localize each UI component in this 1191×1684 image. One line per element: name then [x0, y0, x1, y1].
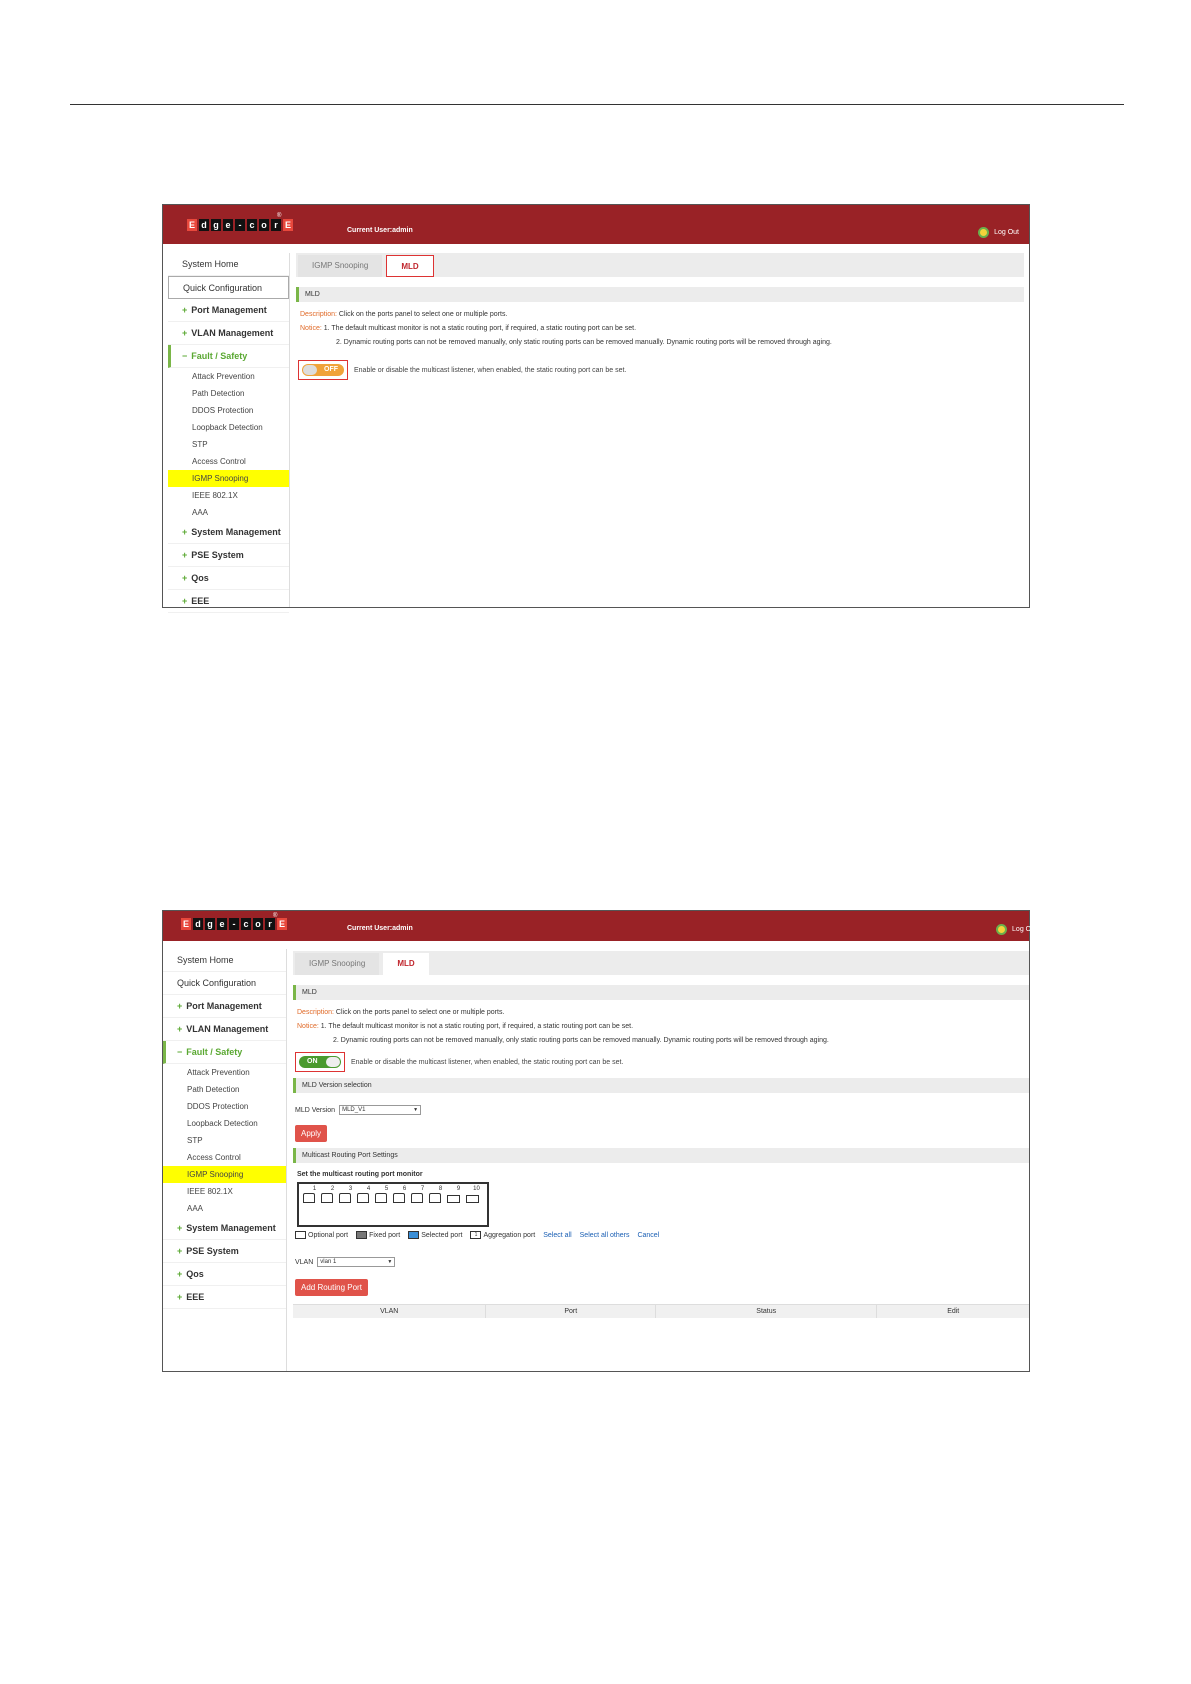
logo-registered-mark: ® — [277, 213, 282, 219]
sidebar-item-fault-safety[interactable]: − Fault / Safety — [168, 345, 289, 368]
screenshot-mld-off — [162, 204, 1030, 608]
sidebar-item-port-management[interactable]: + Port Management — [163, 995, 286, 1018]
main-content — [296, 253, 1024, 607]
section-mld: MLD — [293, 985, 1029, 1000]
port-7-icon[interactable] — [411, 1193, 423, 1203]
section-mld-version: MLD Version selection — [293, 1078, 1029, 1093]
sidebar-sub-access-control[interactable]: Access Control — [187, 1153, 241, 1162]
aggregation-port-icon: 1 — [470, 1231, 481, 1239]
col-edit: Edit — [947, 1308, 960, 1315]
sidebar-item-quick-config[interactable]: Quick Configuration — [163, 972, 286, 995]
screenshot-mld-on — [162, 910, 1035, 1372]
logout-button[interactable]: Log Out — [978, 227, 1019, 238]
app-header — [163, 205, 1029, 244]
plus-icon: + — [177, 1223, 183, 1233]
col-vlan: VLAN — [293, 1305, 486, 1318]
port-9-icon[interactable] — [447, 1195, 460, 1203]
mld-toggle-on[interactable]: ON — [299, 1056, 341, 1068]
port-panel: 1 2 3 4 5 6 7 8 9 10 — [297, 1182, 489, 1227]
port-legend: Optional port Fixed port Selected port 1 Aggregation port Select all Select all others Cancel — [293, 1231, 1029, 1239]
current-user-label: Current User:admin — [347, 925, 413, 932]
sidebar-item-vlan-management[interactable]: + VLAN Management — [168, 322, 289, 345]
toggle-description: Enable or disable the multicast listener, when enabled, the static routing port can be set. — [354, 366, 627, 374]
edgecore-logo: E d g e - c o r E — [182, 919, 285, 929]
port-6-icon[interactable] — [393, 1193, 405, 1203]
tab-igmp-snooping[interactable]: IGMP Snooping — [298, 255, 382, 277]
select-all-others-link[interactable]: Select all others — [579, 1231, 630, 1239]
mld-toggle-off[interactable]: OFF — [302, 364, 344, 376]
tab-bar — [293, 951, 1029, 975]
sidebar-item-eee[interactable]: + EEE — [168, 590, 289, 613]
sidebar-sub-path-detection[interactable]: Path Detection — [187, 1085, 240, 1094]
plus-icon: + — [182, 573, 188, 583]
vlan-label: VLAN — [295, 1258, 314, 1266]
sidebar-sub-path-detection[interactable]: Path Detection — [192, 389, 245, 398]
sidebar-item-system-management[interactable]: + System Management — [168, 521, 289, 544]
edgecore-logo: E d g e - c o r E — [188, 220, 291, 230]
sidebar-sub-loopback-detection[interactable]: Loopback Detection — [187, 1119, 258, 1128]
sidebar-sub-stp[interactable]: STP — [192, 440, 208, 449]
sidebar-item-pse-system[interactable]: + PSE System — [168, 544, 289, 567]
sidebar-item-port-management[interactable]: + Port Management — [168, 299, 289, 322]
sidebar-sub-igmp-snooping[interactable]: IGMP Snooping — [168, 470, 289, 487]
sidebar-item-system-home[interactable]: System Home — [168, 253, 289, 276]
plus-icon: + — [182, 550, 188, 560]
tab-mld[interactable]: MLD — [383, 953, 428, 975]
plus-icon: + — [177, 1292, 183, 1302]
section-mld: MLD — [296, 287, 1024, 302]
plus-icon: + — [177, 1269, 183, 1279]
plus-icon: + — [177, 1024, 183, 1034]
page-top-rule — [70, 104, 1124, 105]
fixed-port-icon — [356, 1231, 367, 1239]
sidebar-item-system-management[interactable]: + System Management — [163, 1217, 286, 1240]
app-header — [163, 911, 1035, 941]
cancel-link[interactable]: Cancel — [637, 1231, 660, 1239]
sidebar — [163, 949, 287, 1371]
sidebar-sub-aaa[interactable]: AAA — [192, 508, 209, 517]
optional-port-icon — [295, 1231, 306, 1239]
toggle-description: Enable or disable the multicast listener, when enabled, the static routing port can be set. — [351, 1058, 624, 1066]
sidebar-item-qos[interactable]: + Qos — [168, 567, 289, 590]
section-multicast-routing: Multicast Routing Port Settings — [293, 1148, 1029, 1163]
plus-icon: + — [182, 328, 188, 338]
description-block: Description: Click on the ports panel to select one or multiple ports. Notice: 1. The default multicast monitor is not a static routing port, if required, a static routing port can be set. 2. Dynamic routing ports can not be removed manually, only static routing ports can be removed manually. Dynamic routing ports will be removed through aging. — [297, 1009, 829, 1044]
plus-icon: + — [177, 1246, 183, 1256]
sidebar-item-quick-config[interactable]: Quick Configuration — [168, 276, 289, 299]
sidebar-item-qos[interactable]: + Qos — [163, 1263, 286, 1286]
main-content — [293, 951, 1029, 1371]
col-status: Status — [656, 1305, 877, 1318]
description-block: Description: Click on the ports panel to select one or multiple ports. Notice: 1. The default multicast monitor is not a static routing port, if required, a static routing port can be set. 2. Dynamic routing ports can not be removed manually, only static routing ports can be removed manually. Dynamic routing ports will be removed through aging. — [300, 311, 832, 346]
mld-version-select[interactable]: MLD_V1 ▼ — [339, 1105, 421, 1115]
sidebar-sub-access-control[interactable]: Access Control — [192, 457, 246, 466]
logo-registered-mark: ® — [273, 913, 278, 919]
sidebar-sub-ddos-protection[interactable]: DDOS Protection — [187, 1102, 249, 1111]
minus-icon: − — [177, 1047, 183, 1057]
set-monitor-label: Set the multicast routing port monitor — [297, 1171, 423, 1178]
sidebar-sub-stp[interactable]: STP — [187, 1136, 203, 1145]
sidebar-sub-ieee-8021x[interactable]: IEEE 802.1X — [192, 491, 238, 500]
sidebar-sub-ieee-8021x[interactable]: IEEE 802.1X — [187, 1187, 233, 1196]
sidebar-sub-igmp-snooping[interactable]: IGMP Snooping — [163, 1166, 286, 1183]
plus-icon: + — [182, 527, 188, 537]
sidebar-sub-attack-prevention[interactable]: Attack Prevention — [192, 372, 255, 381]
sidebar-item-fault-safety[interactable]: − Fault / Safety — [163, 1041, 286, 1064]
port-3-icon[interactable] — [339, 1193, 351, 1203]
port-4-icon[interactable] — [357, 1193, 369, 1203]
sidebar-sub-attack-prevention[interactable]: Attack Prevention — [187, 1068, 250, 1077]
port-1-icon[interactable] — [303, 1193, 315, 1203]
mld-version-label: MLD Version — [295, 1106, 336, 1114]
port-5-icon[interactable] — [375, 1193, 387, 1203]
plus-icon: + — [182, 596, 188, 606]
sidebar-item-pse-system[interactable]: + PSE System — [163, 1240, 286, 1263]
power-icon — [978, 227, 989, 238]
sidebar-item-system-home[interactable]: System Home — [163, 949, 286, 972]
selected-port-icon — [408, 1231, 419, 1239]
sidebar-item-vlan-management[interactable]: + VLAN Management — [163, 1018, 286, 1041]
sidebar-sub-loopback-detection[interactable]: Loopback Detection — [192, 423, 263, 432]
logout-button[interactable]: Log Ou — [996, 924, 1035, 935]
select-all-link[interactable]: Select all — [543, 1231, 572, 1239]
add-routing-port-button[interactable]: Add Routing Port — [295, 1279, 368, 1296]
apply-button[interactable]: Apply — [295, 1125, 327, 1142]
power-icon — [996, 924, 1007, 935]
port-8-icon[interactable] — [429, 1193, 441, 1203]
plus-icon: + — [182, 305, 188, 315]
tab-igmp-snooping[interactable]: IGMP Snooping — [295, 953, 379, 975]
current-user-label: Current User:admin — [347, 227, 413, 234]
plus-icon: + — [177, 1001, 183, 1011]
sidebar — [168, 253, 290, 607]
tab-mld[interactable]: MLD — [386, 255, 433, 277]
port-2-icon[interactable] — [321, 1193, 333, 1203]
sidebar-sub-ddos-protection[interactable]: DDOS Protection — [192, 406, 254, 415]
minus-icon: − — [182, 351, 188, 361]
vlan-select[interactable]: vlan 1 ▼ — [317, 1257, 395, 1267]
sidebar-item-eee[interactable]: + EEE — [163, 1286, 286, 1309]
sidebar-sub-aaa[interactable]: AAA — [187, 1204, 204, 1213]
col-port: Port — [486, 1305, 656, 1318]
port-10-icon[interactable] — [466, 1195, 479, 1203]
tab-bar — [296, 253, 1024, 277]
routing-table-header — [293, 1304, 1029, 1318]
